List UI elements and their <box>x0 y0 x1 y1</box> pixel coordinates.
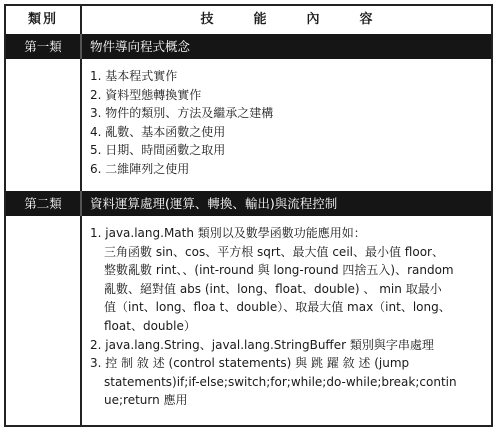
section2-category: 第二類 <box>24 196 62 211</box>
section2-band <box>6 191 491 216</box>
list-item-continuation: statements)if;if-else;switch;for;while;do-while;break;contin <box>104 374 457 389</box>
section1-title: 物件導向程式概念 <box>90 39 191 54</box>
list-item: 1. java.lang.Math 類別以及數學函數功能應用如： <box>90 226 366 240</box>
list-item: 3. 物件的類別、方法及繼承之建構 <box>90 106 274 121</box>
list-item: 3. 控 制 敘 述 (control statements) 與 跳 躍 敘 述 (jump <box>90 356 410 371</box>
list-item: 4. 亂數、基本函數之使用 <box>90 124 226 139</box>
list-item: 6. 二維陣列之使用 <box>90 161 190 176</box>
list-item-continuation: 值（int、long、floa t、double）、取最大值 max（int、long、 <box>104 300 451 315</box>
list-item-continuation: ue;return 應用 <box>104 393 188 408</box>
section2-items <box>90 224 483 410</box>
header-content-char: 容 <box>359 12 373 27</box>
table-header <box>6 6 491 35</box>
section2-title: 資料運算處理(運算、轉換、輸出)與流程控制 <box>90 196 338 211</box>
header-content-char: 技 <box>200 12 214 27</box>
section1-category: 第一類 <box>24 39 62 54</box>
band-divider <box>80 34 82 59</box>
section1-items <box>90 67 483 179</box>
band-divider <box>80 191 82 216</box>
list-item: 5. 日期、時間函數之取用 <box>90 143 226 158</box>
list-item-continuation: 整數亂數 rint、、(int-round 與 long-round 四捨五入)、random <box>104 263 454 278</box>
list-item: 2. java.lang.String、javal.lang.StringBuffer 類別與字串處理 <box>90 337 434 352</box>
list-item-continuation: float、double） <box>104 318 196 333</box>
list-item: 1. 基本程式實作 <box>90 69 178 83</box>
list-item-continuation: 三角函數 sin、cos、平方根 sqrt、最大值 ceil、最小值 floor、 <box>104 244 444 259</box>
list-item: 2. 資料型態轉換實作 <box>90 87 202 102</box>
header-content <box>82 6 491 34</box>
header-category: 類別 <box>27 12 58 27</box>
header-content-char: 內 <box>306 12 320 27</box>
section1-band <box>6 34 491 59</box>
skills-table <box>4 4 493 427</box>
list-item-continuation: 亂數、絕對值 abs (int、long、float、double) 、 min 取最小 <box>104 281 442 296</box>
header-content-char: 能 <box>253 12 267 27</box>
